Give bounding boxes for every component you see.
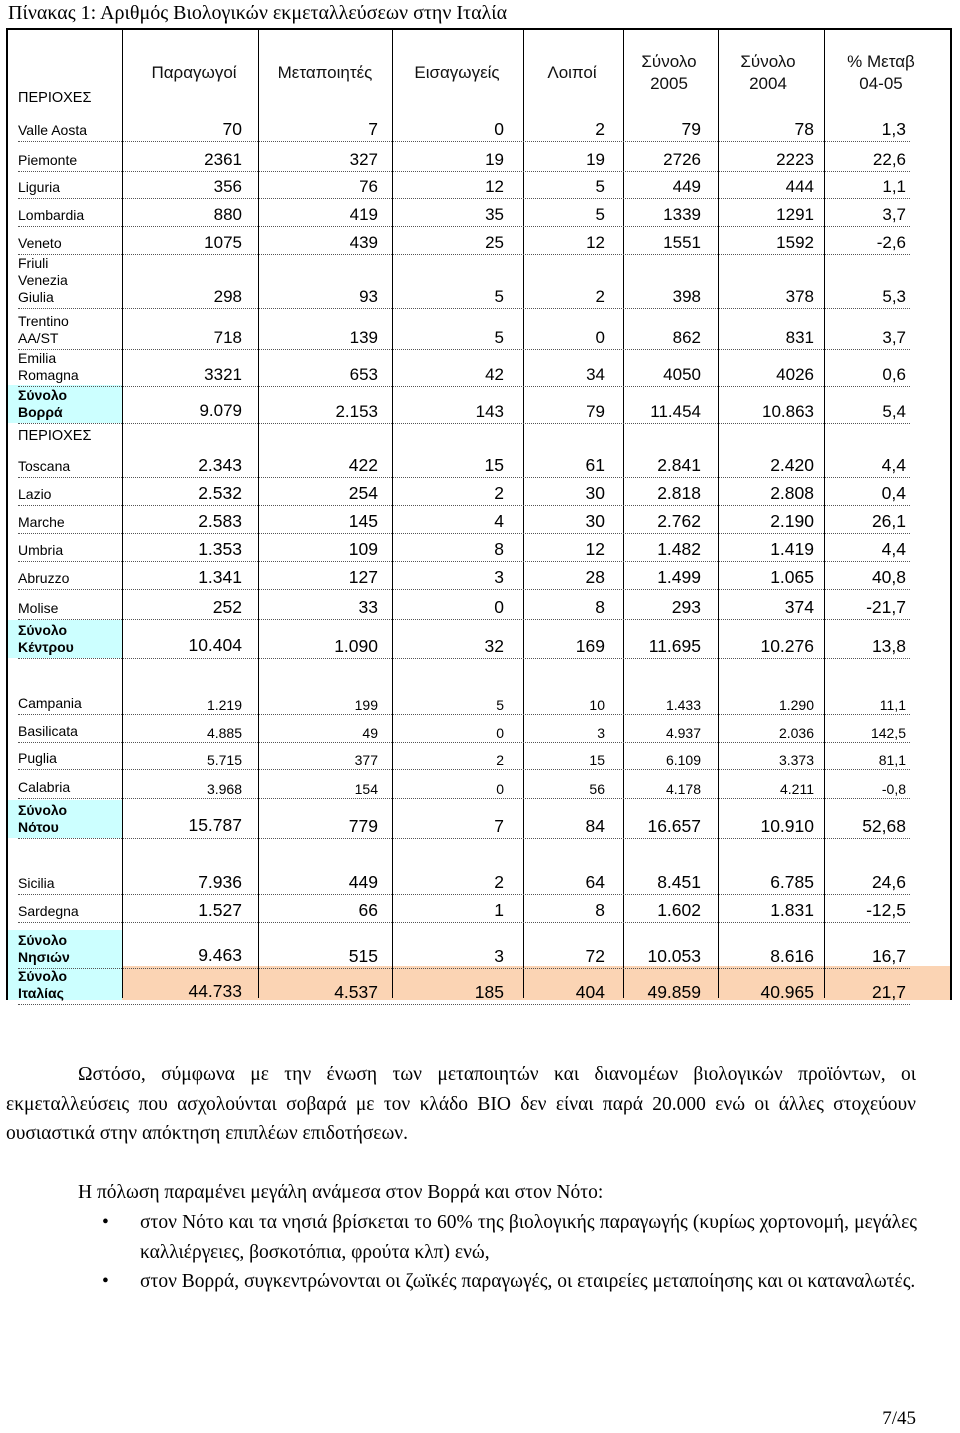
table-cell: 109: [348, 539, 378, 559]
table-cell: 1,1: [882, 177, 906, 196]
table-cell: 49: [362, 725, 378, 741]
table-cell: 1592: [776, 233, 814, 252]
table-cell: 4.211: [780, 781, 814, 797]
table-cell: 32: [484, 636, 504, 656]
table-cell: 81,1: [878, 752, 906, 768]
table-cell: -12,5: [866, 900, 906, 920]
table-cell: 8.451: [657, 872, 701, 892]
row-label: Puglia: [18, 750, 57, 766]
table-cell: 3.373: [778, 752, 814, 768]
row-label: Σύνολο Ιταλίας: [18, 968, 68, 1001]
table-cell: 862: [672, 328, 701, 347]
table-cell: 72: [585, 946, 605, 966]
section-heading: ΠΕΡΙΟΧΕΣ: [18, 90, 92, 106]
table-cell: 1075: [204, 233, 242, 252]
table-cell: 1551: [663, 233, 701, 252]
table-cell: 2726: [663, 150, 701, 169]
table-cell: 2.841: [657, 455, 701, 475]
table-cell: 1339: [663, 205, 701, 224]
table-cell: 378: [785, 287, 814, 306]
row-label: Trentino AA/ST: [18, 313, 69, 346]
table-cell: 3,7: [882, 205, 906, 224]
table-cell: 145: [348, 511, 378, 531]
table-cell: 10.053: [647, 946, 701, 966]
table-cell: 11.695: [648, 636, 701, 656]
row-label: Molise: [18, 600, 59, 616]
table-row: [8, 115, 950, 141]
bullet-item: στον Βορρά, συγκεντρώνονται οι ζωϊκές παραγωγές, οι εταιρείες μεταποίησης και οι καταναλωτές.: [140, 1271, 916, 1292]
table-row: [8, 311, 950, 349]
section-heading: ΠΕΡΙΟΧΕΣ: [18, 428, 92, 444]
table-cell: 444: [785, 177, 814, 196]
total-row: [8, 385, 950, 423]
row-label: Liguria: [18, 179, 61, 195]
table-cell: 84: [585, 816, 605, 836]
row-label: Σύνολο Βορρά: [18, 387, 68, 420]
table-cell: 2.808: [770, 483, 814, 503]
row-rule: [18, 226, 910, 227]
row-label: Σύνολο Νότου: [18, 802, 68, 835]
table-cell: 1.353: [198, 539, 242, 559]
table-cell: 8: [595, 597, 605, 617]
row-rule: [18, 198, 910, 199]
row-label: Umbria: [18, 542, 64, 558]
table-cell: 12: [586, 233, 605, 252]
table-cell: 139: [349, 328, 378, 347]
table-cell: 11.454: [650, 402, 701, 421]
table-cell: 16,7: [871, 946, 906, 966]
table-cell: 79: [586, 402, 605, 421]
table-cell: 70: [222, 119, 242, 139]
table-cell: 19: [485, 150, 504, 169]
table-caption: Πίνακας 1: Αριθμός Βιολογικών εκμεταλλεύσεων στην Ιταλία: [8, 2, 508, 24]
row-label: Marche: [18, 514, 65, 530]
table-cell: 10.404: [188, 635, 242, 655]
table-cell: 1.290: [778, 697, 814, 713]
table-cell: 1.419: [770, 539, 814, 559]
table-row: [8, 563, 950, 589]
table-row: [8, 145, 950, 171]
table-cell: 35: [485, 205, 504, 224]
table-cell: 42: [485, 365, 504, 384]
table-cell: 2.532: [198, 483, 242, 503]
data-table: [6, 28, 952, 1000]
table-cell: 1,3: [881, 119, 906, 139]
table-cell: 10.863: [762, 402, 814, 421]
table-cell: 4.937: [665, 725, 701, 741]
table-cell: 1.433: [665, 697, 701, 713]
table-cell: 3.968: [206, 781, 242, 797]
table-cell: 6.109: [665, 752, 701, 768]
row-label: Toscana: [18, 458, 71, 474]
table-cell: 4050: [663, 365, 701, 384]
table-cell: 76: [359, 177, 378, 196]
row-label: Abruzzo: [18, 570, 70, 586]
table-cell: 28: [585, 567, 605, 587]
table-cell: 4.178: [665, 781, 701, 797]
table-cell: 4: [494, 511, 504, 531]
column-header: Σύνολο 2004: [740, 51, 796, 93]
table-cell: 2.420: [770, 455, 814, 475]
table-cell: 2.762: [657, 511, 701, 531]
table-cell: 374: [784, 597, 814, 617]
table-cell: 4,4: [881, 539, 906, 559]
table-cell: 1.499: [657, 567, 701, 587]
table-cell: 2.190: [770, 511, 814, 531]
table-row: [8, 200, 950, 226]
table-cell: 13,8: [871, 636, 906, 656]
row-label: Lazio: [18, 486, 52, 502]
bullet-marker: •: [102, 1212, 109, 1233]
table-row: [8, 593, 950, 619]
table-cell: 2: [595, 119, 605, 139]
table-cell: 25: [485, 233, 504, 252]
column-header: Παραγωγοί: [151, 62, 237, 82]
column-header: % Μεταβ 04-05: [847, 51, 915, 93]
table-cell: 1.341: [198, 567, 242, 587]
table-cell: 2.818: [657, 483, 701, 503]
row-rule: [18, 533, 910, 534]
table-cell: 0,4: [881, 483, 906, 503]
table-cell: 143: [475, 402, 504, 421]
table-cell: 1.219: [206, 697, 242, 713]
row-rule: [18, 477, 910, 478]
table-row: [8, 868, 950, 894]
table-cell: 293: [671, 597, 701, 617]
table-cell: 5: [595, 177, 605, 196]
table-cell: 11,1: [879, 697, 906, 713]
table-cell: 398: [672, 287, 701, 306]
bullet-marker: •: [102, 1271, 109, 1292]
table-cell: -0,8: [881, 781, 906, 797]
row-rule: [18, 308, 910, 309]
table-cell: 2: [595, 287, 605, 306]
table-cell: 254: [348, 483, 378, 503]
table-cell: 1.527: [198, 900, 242, 920]
table-cell: 0: [496, 725, 504, 741]
table-cell: 185: [474, 982, 504, 1002]
table-cell: 252: [212, 597, 242, 617]
table-cell: 93: [359, 287, 378, 306]
table-cell: 439: [349, 233, 378, 252]
table-row: [8, 718, 950, 742]
row-rule: [18, 894, 910, 895]
total-row: [8, 966, 950, 1004]
row-rule: [18, 505, 910, 506]
table-cell: 49.859: [647, 982, 701, 1002]
table-cell: 66: [358, 900, 378, 920]
table-cell: 298: [213, 287, 242, 306]
table-row: [8, 451, 950, 477]
table-cell: 5.715: [206, 752, 242, 768]
row-rule: [18, 769, 910, 770]
table-cell: 2: [494, 872, 504, 892]
row-rule: [18, 141, 910, 142]
row-label: Campania: [18, 695, 82, 711]
row-rule: [18, 423, 910, 424]
table-cell: 356: [213, 177, 242, 196]
table-cell: 15: [484, 455, 504, 475]
table-cell: 10.910: [760, 816, 814, 836]
table-cell: 169: [575, 636, 605, 656]
table-cell: 3321: [204, 365, 242, 384]
table-cell: 40,8: [871, 567, 906, 587]
table-cell: 7: [368, 119, 378, 139]
table-cell: 199: [354, 697, 378, 713]
row-rule: [18, 798, 910, 799]
row-rule: [18, 1004, 910, 1005]
table-cell: 3: [494, 567, 504, 587]
row-label: Σύνολο Νησιών: [18, 932, 70, 965]
table-cell: 7.936: [198, 872, 242, 892]
table-cell: 449: [348, 872, 378, 892]
table-cell: 880: [213, 205, 242, 224]
table-cell: 22,6: [872, 150, 906, 169]
column-header: Σύνολο 2005: [641, 51, 697, 93]
table-cell: 127: [348, 567, 378, 587]
table-cell: 2.036: [778, 725, 814, 741]
table-cell: 831: [785, 328, 814, 347]
table-cell: 0: [494, 119, 504, 139]
table-row: [8, 507, 950, 533]
table-cell: 19: [586, 150, 605, 169]
table-cell: 4026: [776, 365, 814, 384]
table-cell: 5,3: [882, 287, 906, 306]
table-cell: 1.602: [657, 900, 701, 920]
table-cell: 327: [349, 150, 378, 169]
table-cell: -2,6: [876, 233, 906, 252]
table-cell: 78: [794, 119, 814, 139]
table-row: [8, 774, 950, 798]
table-cell: 30: [585, 511, 605, 531]
table-cell: 515: [348, 946, 378, 966]
column-header: Εισαγωγείς: [414, 62, 500, 82]
table-cell: 0: [595, 328, 605, 347]
row-label: Sardegna: [18, 903, 79, 919]
row-rule: [18, 922, 910, 923]
table-cell: 44.733: [188, 981, 242, 1001]
row-rule: [18, 561, 910, 562]
table-cell: 0,6: [882, 365, 906, 384]
table-cell: 15.787: [188, 815, 242, 835]
table-row: [8, 172, 950, 198]
column-header: Λοιποί: [547, 62, 597, 82]
row-rule: [18, 658, 910, 659]
table-cell: 10.276: [760, 636, 814, 656]
table-cell: 1.065: [770, 567, 814, 587]
row-label: Calabria: [18, 779, 71, 795]
table-cell: 1.482: [657, 539, 701, 559]
table-cell: 8.616: [770, 946, 814, 966]
table-cell: 21,7: [871, 982, 906, 1002]
table-cell: 5,4: [882, 402, 906, 421]
row-label: Friuli Venezia Giulia: [18, 255, 68, 305]
table-cell: 9.463: [198, 945, 242, 965]
table-cell: 0: [494, 597, 504, 617]
table-cell: 2.583: [198, 511, 242, 531]
table-cell: 5: [494, 328, 504, 347]
column-header: Μεταποιητές: [277, 62, 373, 82]
row-label: Basilicata: [18, 723, 78, 739]
table-cell: 718: [213, 328, 242, 347]
table-cell: 2: [496, 752, 504, 768]
table-cell: 30: [585, 483, 605, 503]
table-cell: 12: [485, 177, 504, 196]
row-label: Veneto: [18, 235, 62, 251]
total-row: [8, 930, 950, 968]
table-cell: 0: [496, 781, 504, 797]
table-cell: 52,68: [862, 816, 906, 836]
table-cell: 33: [358, 597, 378, 617]
table-cell: 5: [595, 205, 605, 224]
body-paragraph-intro: Η πόλωση παραμένει μεγάλη ανάμεσα στον Βορρά και στον Νότο:: [78, 1182, 604, 1203]
table-cell: 653: [349, 365, 378, 384]
row-label: Valle Aosta: [18, 122, 88, 138]
table-row: [8, 228, 950, 254]
table-row: [8, 745, 950, 769]
table-row: [8, 348, 950, 386]
total-row: [8, 800, 950, 838]
table-cell: 79: [681, 119, 701, 139]
table-cell: 422: [348, 455, 378, 475]
table-cell: 2361: [204, 150, 242, 169]
table-cell: 3: [597, 725, 605, 741]
table-cell: -21,7: [866, 597, 906, 617]
row-label: Σύνολο Κέντρου: [18, 622, 74, 655]
table-cell: 449: [672, 177, 701, 196]
table-cell: 9.079: [199, 401, 242, 420]
table-cell: 10: [589, 697, 605, 713]
table-cell: 779: [348, 816, 378, 836]
table-cell: 2: [494, 483, 504, 503]
table-cell: 12: [585, 539, 605, 559]
table-row: [8, 690, 950, 714]
row-label: Piemonte: [18, 152, 78, 168]
table-cell: 142,5: [870, 725, 906, 741]
total-row: [8, 620, 950, 658]
row-rule: [18, 742, 910, 743]
table-cell: 61: [585, 455, 605, 475]
bullet-item: στον Νότο και τα νησιά βρίσκεται το 60% της βιολογικής παραγωγής (κυρίως χορτονομή, μεγάλες καλλιέργειες, βοσκοτόπια, φρούτα κλπ) ενώ,: [140, 1212, 917, 1263]
table-row: [8, 896, 950, 922]
row-label: Sicilia: [18, 875, 55, 891]
table-cell: 40.965: [760, 982, 814, 1002]
row-label: Emilia Romagna: [18, 350, 79, 383]
table-row: [8, 252, 950, 308]
table-cell: 2.343: [198, 455, 242, 475]
table-cell: 5: [494, 287, 504, 306]
table-cell: 6.785: [770, 872, 814, 892]
row-rule: [18, 714, 910, 715]
table-cell: 2.153: [335, 402, 378, 421]
table-cell: 16.657: [647, 816, 701, 836]
table-cell: 8: [595, 900, 605, 920]
table-cell: 1.831: [770, 900, 814, 920]
table-cell: 3,7: [882, 328, 906, 347]
table-cell: 5: [496, 697, 504, 713]
row-rule: [18, 589, 910, 590]
table-cell: 1291: [776, 205, 814, 224]
table-cell: 2223: [776, 150, 814, 169]
table-row: [8, 535, 950, 561]
table-cell: 1.090: [334, 636, 378, 656]
table-cell: 8: [494, 539, 504, 559]
table-cell: 154: [354, 781, 378, 797]
table-row: [8, 479, 950, 505]
table-cell: 404: [575, 982, 605, 1002]
table-cell: 26,1: [871, 511, 906, 531]
table-cell: 7: [494, 816, 504, 836]
table-cell: 24,6: [871, 872, 906, 892]
body-paragraph: Ωστόσο, σύμφωνα με την ένωση των μεταποιητών και διανομέων βιολογικών προϊόντων, οι εκμεταλλεύσεις που ασχολούνται σοβαρά με τον κλάδο ΒΙΟ δεν είναι παρά 20.000 ενώ οι άλλες στοχεύουν ουσιαστικά στην απόκτηση επιπλέων επιδοτήσεων.: [6, 1064, 916, 1144]
row-rule: [18, 838, 910, 839]
table-cell: 56: [589, 781, 605, 797]
table-cell: 15: [589, 752, 605, 768]
row-label: Lombardia: [18, 207, 85, 223]
table-cell: 4.537: [334, 982, 378, 1002]
table-cell: 1: [494, 900, 504, 920]
table-cell: 377: [354, 752, 378, 768]
table-cell: 3: [494, 946, 504, 966]
table-cell: 34: [586, 365, 605, 384]
table-cell: 64: [585, 872, 605, 892]
table-cell: 419: [349, 205, 378, 224]
page-number: 7/45: [882, 1408, 916, 1429]
table-cell: 4,4: [881, 455, 906, 475]
table-cell: 4.885: [206, 725, 242, 741]
